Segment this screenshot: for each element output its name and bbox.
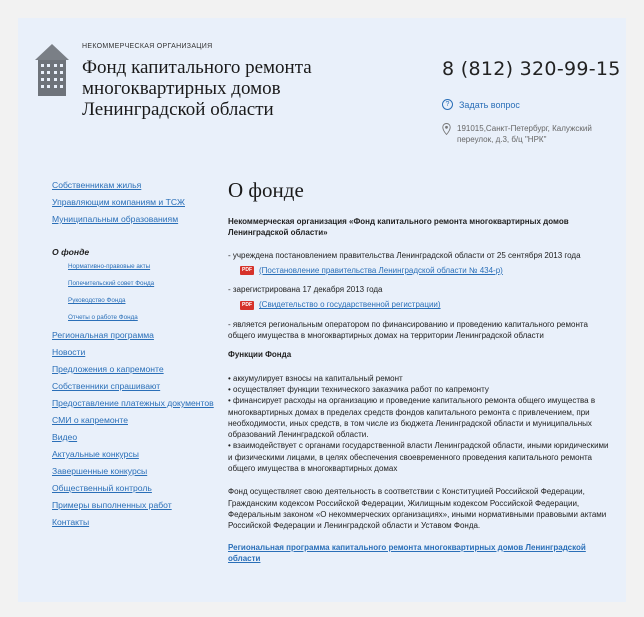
regional-program-link[interactable]: Региональная программа капитального ремонта многоквартирных домов Ленинградской области — [228, 542, 586, 563]
resolution-link[interactable]: (Постановление правительства Ленинградской области № 434-р) — [259, 265, 503, 275]
certificate-link[interactable]: (Свидетельство о государственной регистрации) — [259, 300, 441, 310]
sidebar-nav — [52, 180, 222, 534]
pdf-icon: PDF — [242, 267, 252, 274]
paragraph-established: - учреждена постановлением правительства Ленинградской области от 25 сентября 2013 года PDF (Постановление правительства Ленинградской области № 434-р) — [228, 250, 612, 277]
org-name[interactable]: Фонд капитального ремонта многоквартирных домов Ленинградской области — [82, 57, 312, 120]
sidebar-item-contacts[interactable]: Контакты — [52, 517, 90, 527]
paragraph-registered: - зарегистрирована 17 декабря 2013 года PDF (Свидетельство о государственной регистрации) — [228, 284, 612, 311]
document-link-resolution[interactable] — [240, 265, 612, 276]
sidebar-subitem-reports[interactable]: Отчеты о работе Фонда — [68, 314, 138, 321]
sidebar-item-public-control[interactable]: Общественный контроль — [52, 483, 152, 493]
sidebar-item-payment-docs[interactable]: Предоставление платежных документов — [52, 398, 214, 408]
pdf-icon: PDF — [242, 301, 252, 308]
document-link-certificate[interactable] — [240, 299, 612, 310]
functions-heading: Функции Фонда — [228, 350, 292, 360]
list-item: • аккумулирует взносы на капитальный ремонт — [228, 373, 403, 383]
sidebar-item-examples[interactable]: Примеры выполненных работ — [52, 500, 172, 510]
question-icon: ? — [442, 99, 453, 110]
sidebar-subitem-management[interactable]: Руководство Фонда — [68, 297, 126, 304]
sidebar-item-video[interactable]: Видео — [52, 432, 78, 442]
list-item: • финансирует расходы на организацию и проведение капитального ремонта общего имущества в многоквартирных домах в пределах средств фондов капитального ремонта с привлечением, при необходимости, иных средств, в том числе из бюджета Ленинградской области и муниципальных образований Ленинградской области. — [228, 396, 596, 440]
sidebar-item-municipalities[interactable]: Муниципальным образованиям — [52, 214, 179, 224]
functions-list — [228, 373, 612, 475]
building-logo-icon — [33, 42, 71, 98]
page — [18, 18, 626, 602]
address-text: 191015,Санкт-Петербург, Калужский переулок, д.3, б/ц "НРК" — [457, 124, 592, 144]
page-title: О фонде — [228, 178, 304, 202]
list-item: • осуществляет функции технического заказчика работ по капремонту — [228, 384, 489, 394]
address-block — [442, 123, 617, 145]
phone-number[interactable]: 8 (812) 320-99-15 — [442, 58, 621, 80]
paragraph-legal-basis: Фонд осуществляет свою деятельность в соответствии с Конституцией Российской Федерации, Гражданским кодексом Российской Федерации, Жилищным кодексом Российской Федерации, Федеральным законом «О некоммерческих организациях», иными нормативными правовыми актами Российской Федерации и Ленинградской области и Уставом Фонда. — [228, 487, 607, 531]
sidebar-item-about-current[interactable]: О фонде — [52, 247, 90, 257]
sidebar-subitem-legal-acts[interactable]: Нормативно-правовые акты — [68, 263, 151, 270]
sidebar-item-proposals[interactable]: Предложения о капремонте — [52, 364, 164, 374]
sidebar-subitem-board[interactable]: Попечительский совет Фонда — [68, 280, 155, 287]
paragraph-operator: - является региональным оператором по финансированию и проведению капитального ремонта общего имущества в многоквартирных домах на территории Ленинградской области — [228, 319, 588, 341]
location-pin-icon — [442, 123, 451, 135]
sidebar-item-active-tenders[interactable]: Актуальные конкурсы — [52, 449, 139, 459]
sidebar-item-management-companies[interactable]: Управляющим компаниям и ТСЖ — [52, 197, 185, 207]
intro-text: Некоммерческая организация «Фонд капитального ремонта многоквартирных домов Ленинградской области» — [228, 217, 569, 238]
sidebar-item-media[interactable]: СМИ о капремонте — [52, 415, 128, 425]
sidebar-item-completed-tenders[interactable]: Завершенные конкурсы — [52, 466, 148, 476]
sidebar-item-owners[interactable]: Собственникам жилья — [52, 180, 142, 190]
list-item: • взаимодействует с органами государственной власти Ленинградской области, иными юридическими и физическими лицами, в целях обеспечения своевременного проведения капитального ремонта общего имущества в многоквартирных домах — [228, 441, 609, 474]
sidebar-item-owners-ask[interactable]: Собственники спрашивают — [52, 381, 161, 391]
org-type: НЕКОММЕРЧЕСКАЯ ОРГАНИЗАЦИЯ — [82, 43, 213, 50]
sidebar-item-regional-program[interactable]: Региональная программа — [52, 330, 154, 340]
main-content — [228, 178, 612, 564]
sidebar-item-news[interactable]: Новости — [52, 347, 86, 357]
ask-question-link[interactable]: ? Задать вопрос — [442, 99, 520, 110]
